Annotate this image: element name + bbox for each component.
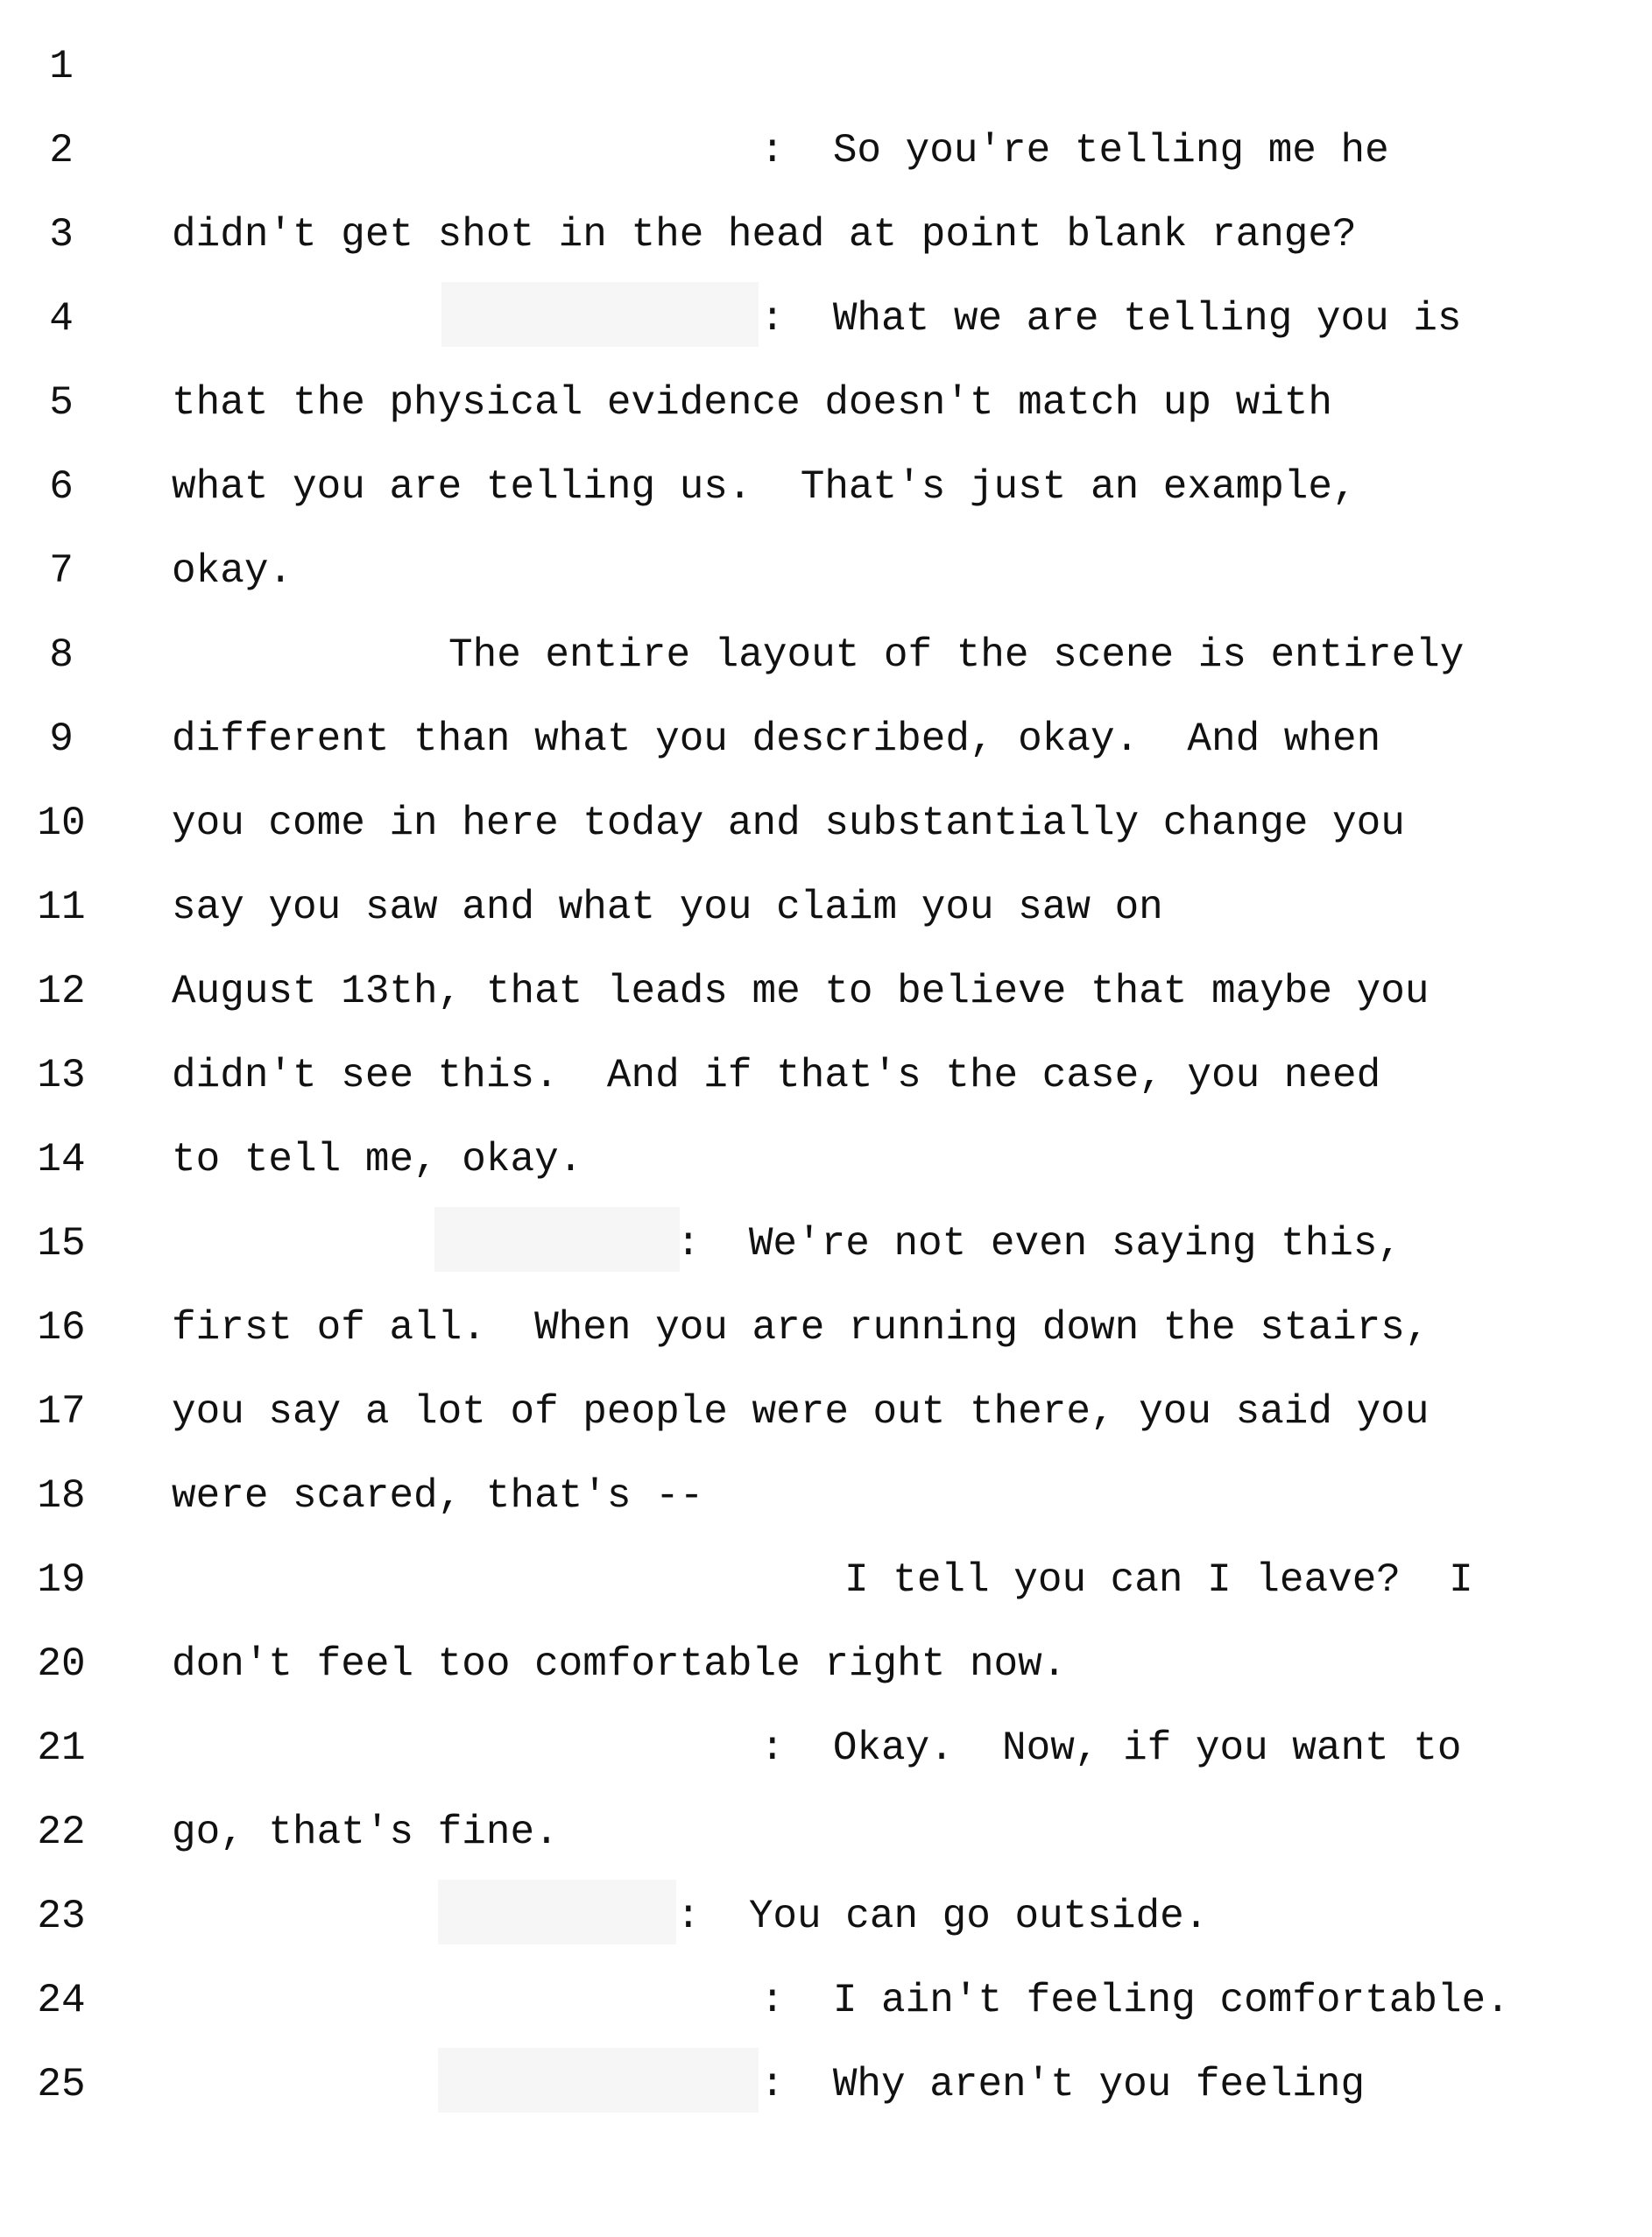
line-text: The entire layout of the scene is entirely (448, 632, 1465, 678)
redaction-box (434, 1207, 680, 1272)
line-number: 1 (49, 44, 74, 89)
line-text: didn't see this. And if that's the case, you need (172, 1053, 1381, 1098)
line-number: 21 (37, 1725, 86, 1771)
line-text: : We're not even saying this, (676, 1221, 1402, 1267)
line-number: 22 (37, 1810, 86, 1855)
line-text: to tell me, okay. (172, 1137, 583, 1182)
line-number: 23 (37, 1894, 86, 1939)
transcript-line (0, 1958, 1652, 2043)
transcript-line (0, 1034, 1652, 1118)
line-text: : You can go outside. (676, 1894, 1209, 1939)
transcript-line (0, 529, 1652, 613)
transcript-line (0, 949, 1652, 1034)
transcript-line (0, 109, 1652, 193)
line-text: : Why aren't you feeling (760, 2062, 1366, 2107)
transcript-line (0, 1622, 1652, 1706)
line-number: 18 (37, 1473, 86, 1519)
transcript-line (0, 277, 1652, 361)
line-number: 5 (49, 380, 74, 426)
line-number: 17 (37, 1389, 86, 1435)
line-number: 24 (37, 1978, 86, 2023)
transcript-line (0, 1202, 1652, 1286)
line-text: that the physical evidence doesn't match up with (172, 380, 1333, 426)
line-text: : So you're telling me he (760, 128, 1389, 173)
line-number: 13 (37, 1053, 86, 1098)
transcript-line (0, 1874, 1652, 1958)
transcript-line (0, 193, 1652, 277)
transcript-line (0, 781, 1652, 865)
line-text: what you are telling us. That's just an example, (172, 464, 1357, 510)
transcript-line (0, 1790, 1652, 1874)
line-number: 2 (49, 128, 74, 173)
transcript-line (0, 697, 1652, 781)
transcript-line (0, 1370, 1652, 1454)
transcript-line (0, 361, 1652, 445)
line-number: 12 (37, 969, 86, 1014)
line-number: 4 (49, 296, 74, 342)
transcript-line (0, 25, 1652, 109)
transcript-line (0, 1538, 1652, 1622)
line-number: 14 (37, 1137, 86, 1182)
line-text: first of all. When you are running down the stairs, (172, 1305, 1430, 1351)
line-number: 3 (49, 212, 74, 258)
line-text: August 13th, that leads me to believe that maybe you (172, 969, 1430, 1014)
line-number: 7 (49, 548, 74, 594)
transcript-line (0, 1118, 1652, 1202)
line-number: 15 (37, 1221, 86, 1267)
line-number: 6 (49, 464, 74, 510)
line-text: : What we are telling you is (760, 296, 1462, 342)
redaction-box (438, 2048, 759, 2113)
redaction-box (438, 1880, 676, 1944)
line-text: were scared, that's -- (172, 1473, 704, 1519)
line-number: 16 (37, 1305, 86, 1351)
transcript-line (0, 2043, 1652, 2127)
line-text: say you saw and what you claim you saw on (172, 885, 1163, 930)
transcript-line (0, 445, 1652, 529)
line-text: go, that's fine. (172, 1810, 559, 1855)
line-number: 25 (37, 2062, 86, 2107)
line-number: 11 (37, 885, 86, 930)
line-text: I tell you can I leave? I (844, 1557, 1473, 1603)
transcript-line (0, 865, 1652, 949)
line-text: you say a lot of people were out there, you said you (172, 1389, 1430, 1435)
redaction-box (441, 282, 759, 347)
line-text: : I ain't feeling comfortable. (760, 1978, 1510, 2023)
line-number: 19 (37, 1557, 86, 1603)
line-number: 20 (37, 1641, 86, 1687)
line-text: you come in here today and substantially change you (172, 801, 1405, 846)
transcript-line (0, 613, 1652, 697)
line-text: don't feel too comfortable right now. (172, 1641, 1067, 1687)
line-text: different than what you described, okay. And when (172, 716, 1381, 762)
transcript-line (0, 1706, 1652, 1790)
transcript-line (0, 1286, 1652, 1370)
line-number: 8 (49, 632, 74, 678)
line-number: 9 (49, 716, 74, 762)
line-number: 10 (37, 801, 86, 846)
line-text: : Okay. Now, if you want to (760, 1725, 1462, 1771)
line-text: okay. (172, 548, 293, 594)
transcript-line (0, 1454, 1652, 1538)
line-text: didn't get shot in the head at point blank range? (172, 212, 1357, 258)
